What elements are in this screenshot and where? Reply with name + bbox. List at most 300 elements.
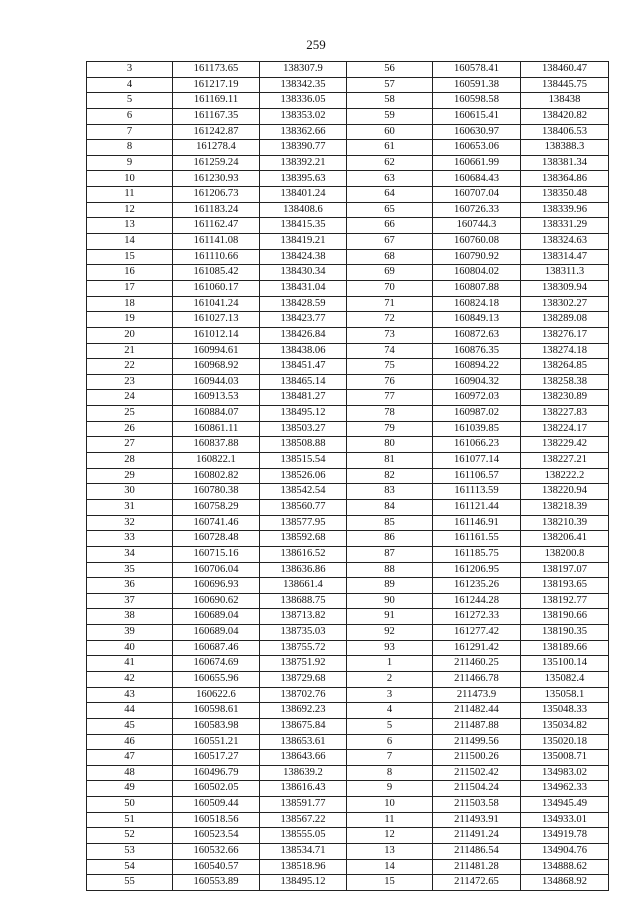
x-coordinate-cell: 161235.26: [433, 578, 521, 594]
table-row: [87, 77, 609, 93]
x-coordinate-cell: 161206.73: [173, 187, 260, 203]
x-coordinate-cell: 161121.44: [433, 499, 521, 515]
y-coordinate-cell: 138481.27: [260, 390, 347, 406]
point-number-cell: 6: [87, 108, 173, 124]
point-number-cell: 49: [87, 781, 173, 797]
point-number-cell: 10: [347, 797, 433, 813]
point-number-cell: 33: [87, 531, 173, 547]
point-number-cell: 17: [87, 280, 173, 296]
x-coordinate-cell: 160615.41: [433, 108, 521, 124]
point-number-cell: 54: [87, 859, 173, 875]
point-number-cell: 59: [347, 108, 433, 124]
point-number-cell: 23: [87, 374, 173, 390]
y-coordinate-cell: 138210.39: [521, 515, 609, 531]
point-number-cell: 87: [347, 546, 433, 562]
table-row: [87, 62, 609, 78]
point-number-cell: 52: [87, 828, 173, 844]
x-coordinate-cell: 160674.69: [173, 656, 260, 672]
x-coordinate-cell: 160583.98: [173, 718, 260, 734]
y-coordinate-cell: 134904.76: [521, 844, 609, 860]
point-number-cell: 14: [347, 859, 433, 875]
x-coordinate-cell: 160894.22: [433, 359, 521, 375]
table-row: [87, 656, 609, 672]
point-number-cell: 31: [87, 499, 173, 515]
y-coordinate-cell: 135020.18: [521, 734, 609, 750]
y-coordinate-cell: 138503.27: [260, 421, 347, 437]
table-row: [87, 296, 609, 312]
x-coordinate-cell: 160944.03: [173, 374, 260, 390]
x-coordinate-cell: 160630.97: [433, 124, 521, 140]
x-coordinate-cell: 160968.92: [173, 359, 260, 375]
y-coordinate-cell: 134933.01: [521, 812, 609, 828]
y-coordinate-cell: 138324.63: [521, 234, 609, 250]
y-coordinate-cell: 138311.3: [521, 265, 609, 281]
table-row: [87, 187, 609, 203]
x-coordinate-cell: 211500.26: [433, 750, 521, 766]
y-coordinate-cell: 138307.9: [260, 62, 347, 78]
table-row: [87, 108, 609, 124]
table-row: [87, 593, 609, 609]
y-coordinate-cell: 138276.17: [521, 327, 609, 343]
point-number-cell: 45: [87, 718, 173, 734]
table-row: [87, 359, 609, 375]
coordinates-table-body: [87, 62, 609, 891]
point-number-cell: 16: [87, 265, 173, 281]
x-coordinate-cell: 161167.35: [173, 108, 260, 124]
x-coordinate-cell: 160661.99: [433, 155, 521, 171]
x-coordinate-cell: 160598.58: [433, 93, 521, 109]
y-coordinate-cell: 138526.06: [260, 468, 347, 484]
y-coordinate-cell: 138339.96: [521, 202, 609, 218]
point-number-cell: 62: [347, 155, 433, 171]
y-coordinate-cell: 138702.76: [260, 687, 347, 703]
y-coordinate-cell: 138636.86: [260, 562, 347, 578]
point-number-cell: 24: [87, 390, 173, 406]
point-number-cell: 8: [347, 765, 433, 781]
y-coordinate-cell: 138192.77: [521, 593, 609, 609]
y-coordinate-cell: 138508.88: [260, 437, 347, 453]
y-coordinate-cell: 138692.23: [260, 703, 347, 719]
y-coordinate-cell: 138735.03: [260, 625, 347, 641]
point-number-cell: 70: [347, 280, 433, 296]
y-coordinate-cell: 138395.63: [260, 171, 347, 187]
x-coordinate-cell: 160689.04: [173, 609, 260, 625]
x-coordinate-cell: 160790.92: [433, 249, 521, 265]
x-coordinate-cell: 161217.19: [173, 77, 260, 93]
point-number-cell: 86: [347, 531, 433, 547]
table-row: [87, 844, 609, 860]
point-number-cell: 35: [87, 562, 173, 578]
x-coordinate-cell: 161161.55: [433, 531, 521, 547]
y-coordinate-cell: 138415.35: [260, 218, 347, 234]
y-coordinate-cell: 138577.95: [260, 515, 347, 531]
y-coordinate-cell: 138190.66: [521, 609, 609, 625]
x-coordinate-cell: 160904.32: [433, 374, 521, 390]
point-number-cell: 41: [87, 656, 173, 672]
y-coordinate-cell: 138388.3: [521, 140, 609, 156]
y-coordinate-cell: 138515.54: [260, 453, 347, 469]
point-number-cell: 83: [347, 484, 433, 500]
x-coordinate-cell: 211493.91: [433, 812, 521, 828]
table-row: [87, 703, 609, 719]
y-coordinate-cell: 138193.65: [521, 578, 609, 594]
point-number-cell: 50: [87, 797, 173, 813]
table-row: [87, 468, 609, 484]
x-coordinate-cell: 161106.57: [433, 468, 521, 484]
point-number-cell: 34: [87, 546, 173, 562]
x-coordinate-cell: 161242.87: [173, 124, 260, 140]
point-number-cell: 75: [347, 359, 433, 375]
y-coordinate-cell: 138342.35: [260, 77, 347, 93]
x-coordinate-cell: 160523.54: [173, 828, 260, 844]
point-number-cell: 3: [347, 687, 433, 703]
y-coordinate-cell: 134962.33: [521, 781, 609, 797]
point-number-cell: 46: [87, 734, 173, 750]
x-coordinate-cell: 160913.53: [173, 390, 260, 406]
y-coordinate-cell: 138220.94: [521, 484, 609, 500]
table-row: [87, 812, 609, 828]
x-coordinate-cell: 211486.54: [433, 844, 521, 860]
y-coordinate-cell: 138197.07: [521, 562, 609, 578]
table-row: [87, 718, 609, 734]
table-row: [87, 280, 609, 296]
point-number-cell: 72: [347, 312, 433, 328]
point-number-cell: 2: [347, 671, 433, 687]
x-coordinate-cell: 160517.27: [173, 750, 260, 766]
x-coordinate-cell: 161039.85: [433, 421, 521, 437]
y-coordinate-cell: 138390.77: [260, 140, 347, 156]
y-coordinate-cell: 138616.52: [260, 546, 347, 562]
y-coordinate-cell: 138227.83: [521, 406, 609, 422]
point-number-cell: 21: [87, 343, 173, 359]
point-number-cell: 12: [87, 202, 173, 218]
point-number-cell: 29: [87, 468, 173, 484]
point-number-cell: 84: [347, 499, 433, 515]
x-coordinate-cell: 160780.38: [173, 484, 260, 500]
point-number-cell: 30: [87, 484, 173, 500]
y-coordinate-cell: 138431.04: [260, 280, 347, 296]
point-number-cell: 66: [347, 218, 433, 234]
x-coordinate-cell: 160876.35: [433, 343, 521, 359]
point-number-cell: 28: [87, 453, 173, 469]
y-coordinate-cell: 138639.2: [260, 765, 347, 781]
x-coordinate-cell: 160518.56: [173, 812, 260, 828]
y-coordinate-cell: 135048.33: [521, 703, 609, 719]
point-number-cell: 4: [87, 77, 173, 93]
point-number-cell: 63: [347, 171, 433, 187]
y-coordinate-cell: 138190.35: [521, 625, 609, 641]
point-number-cell: 56: [347, 62, 433, 78]
y-coordinate-cell: 138567.22: [260, 812, 347, 828]
x-coordinate-cell: 161012.14: [173, 327, 260, 343]
point-number-cell: 67: [347, 234, 433, 250]
table-row: [87, 625, 609, 641]
y-coordinate-cell: 138289.08: [521, 312, 609, 328]
x-coordinate-cell: 160987.02: [433, 406, 521, 422]
x-coordinate-cell: 160804.02: [433, 265, 521, 281]
x-coordinate-cell: 160744.3: [433, 218, 521, 234]
x-coordinate-cell: 160578.41: [433, 62, 521, 78]
table-row: [87, 578, 609, 594]
x-coordinate-cell: 160849.13: [433, 312, 521, 328]
x-coordinate-cell: 211499.56: [433, 734, 521, 750]
table-row: [87, 202, 609, 218]
x-coordinate-cell: 160837.88: [173, 437, 260, 453]
y-coordinate-cell: 138653.61: [260, 734, 347, 750]
point-number-cell: 9: [347, 781, 433, 797]
y-coordinate-cell: 138424.38: [260, 249, 347, 265]
y-coordinate-cell: 138592.68: [260, 531, 347, 547]
x-coordinate-cell: 161169.11: [173, 93, 260, 109]
y-coordinate-cell: 138309.94: [521, 280, 609, 296]
x-coordinate-cell: 160824.18: [433, 296, 521, 312]
x-coordinate-cell: 211487.88: [433, 718, 521, 734]
point-number-cell: 60: [347, 124, 433, 140]
point-number-cell: 39: [87, 625, 173, 641]
x-coordinate-cell: 160726.33: [433, 202, 521, 218]
point-number-cell: 10: [87, 171, 173, 187]
point-number-cell: 57: [347, 77, 433, 93]
y-coordinate-cell: 134945.49: [521, 797, 609, 813]
x-coordinate-cell: 160696.93: [173, 578, 260, 594]
y-coordinate-cell: 138688.75: [260, 593, 347, 609]
point-number-cell: 88: [347, 562, 433, 578]
x-coordinate-cell: 160807.88: [433, 280, 521, 296]
table-row: [87, 859, 609, 875]
table-row: [87, 562, 609, 578]
y-coordinate-cell: 138560.77: [260, 499, 347, 515]
point-number-cell: 43: [87, 687, 173, 703]
y-coordinate-cell: 138302.27: [521, 296, 609, 312]
x-coordinate-cell: 161291.42: [433, 640, 521, 656]
x-coordinate-cell: 211466.78: [433, 671, 521, 687]
x-coordinate-cell: 161277.42: [433, 625, 521, 641]
y-coordinate-cell: 138438: [521, 93, 609, 109]
table-row: [87, 249, 609, 265]
x-coordinate-cell: 211502.42: [433, 765, 521, 781]
table-row: [87, 687, 609, 703]
x-coordinate-cell: 161230.93: [173, 171, 260, 187]
table-row: [87, 671, 609, 687]
y-coordinate-cell: 138206.41: [521, 531, 609, 547]
y-coordinate-cell: 138729.68: [260, 671, 347, 687]
y-coordinate-cell: 138419.21: [260, 234, 347, 250]
table-row: [87, 640, 609, 656]
y-coordinate-cell: 138460.47: [521, 62, 609, 78]
point-number-cell: 25: [87, 406, 173, 422]
x-coordinate-cell: 160972.03: [433, 390, 521, 406]
y-coordinate-cell: 138392.21: [260, 155, 347, 171]
y-coordinate-cell: 138336.05: [260, 93, 347, 109]
y-coordinate-cell: 138445.75: [521, 77, 609, 93]
y-coordinate-cell: 134983.02: [521, 765, 609, 781]
x-coordinate-cell: 160540.57: [173, 859, 260, 875]
table-row: [87, 406, 609, 422]
point-number-cell: 64: [347, 187, 433, 203]
y-coordinate-cell: 138420.82: [521, 108, 609, 124]
y-coordinate-cell: 138755.72: [260, 640, 347, 656]
y-coordinate-cell: 138591.77: [260, 797, 347, 813]
x-coordinate-cell: 160687.46: [173, 640, 260, 656]
table-row: [87, 515, 609, 531]
point-number-cell: 13: [347, 844, 433, 860]
table-row: [87, 171, 609, 187]
table-row: [87, 609, 609, 625]
x-coordinate-cell: 161085.42: [173, 265, 260, 281]
point-number-cell: 73: [347, 327, 433, 343]
point-number-cell: 91: [347, 609, 433, 625]
y-coordinate-cell: 134919.78: [521, 828, 609, 844]
point-number-cell: 7: [347, 750, 433, 766]
y-coordinate-cell: 138274.18: [521, 343, 609, 359]
point-number-cell: 61: [347, 140, 433, 156]
table-row: [87, 765, 609, 781]
x-coordinate-cell: 160802.82: [173, 468, 260, 484]
y-coordinate-cell: 138258.38: [521, 374, 609, 390]
x-coordinate-cell: 161278.4: [173, 140, 260, 156]
point-number-cell: 69: [347, 265, 433, 281]
y-coordinate-cell: 138495.12: [260, 875, 347, 891]
coordinates-table: [86, 61, 609, 891]
point-number-cell: 71: [347, 296, 433, 312]
x-coordinate-cell: 161146.91: [433, 515, 521, 531]
x-coordinate-cell: 211460.25: [433, 656, 521, 672]
x-coordinate-cell: 160760.08: [433, 234, 521, 250]
point-number-cell: 13: [87, 218, 173, 234]
point-number-cell: 36: [87, 578, 173, 594]
table-row: [87, 828, 609, 844]
y-coordinate-cell: 138189.66: [521, 640, 609, 656]
x-coordinate-cell: 160551.21: [173, 734, 260, 750]
x-coordinate-cell: 161162.47: [173, 218, 260, 234]
y-coordinate-cell: 138218.39: [521, 499, 609, 515]
table-row: [87, 312, 609, 328]
x-coordinate-cell: 160707.04: [433, 187, 521, 203]
point-number-cell: 79: [347, 421, 433, 437]
y-coordinate-cell: 138534.71: [260, 844, 347, 860]
table-row: [87, 797, 609, 813]
y-coordinate-cell: 138408.6: [260, 202, 347, 218]
x-coordinate-cell: 160706.04: [173, 562, 260, 578]
y-coordinate-cell: 138401.24: [260, 187, 347, 203]
x-coordinate-cell: 161027.13: [173, 312, 260, 328]
y-coordinate-cell: 138713.82: [260, 609, 347, 625]
y-coordinate-cell: 138381.34: [521, 155, 609, 171]
table-row: [87, 234, 609, 250]
table-row: [87, 750, 609, 766]
table-row: [87, 437, 609, 453]
table-row: [87, 265, 609, 281]
point-number-cell: 26: [87, 421, 173, 437]
x-coordinate-cell: 161185.75: [433, 546, 521, 562]
x-coordinate-cell: 160690.62: [173, 593, 260, 609]
y-coordinate-cell: 134888.62: [521, 859, 609, 875]
y-coordinate-cell: 138362.66: [260, 124, 347, 140]
y-coordinate-cell: 135008.71: [521, 750, 609, 766]
point-number-cell: 8: [87, 140, 173, 156]
point-number-cell: 47: [87, 750, 173, 766]
x-coordinate-cell: 211491.24: [433, 828, 521, 844]
y-coordinate-cell: 135058.1: [521, 687, 609, 703]
table-row: [87, 531, 609, 547]
y-coordinate-cell: 138423.77: [260, 312, 347, 328]
point-number-cell: 11: [347, 812, 433, 828]
point-number-cell: 65: [347, 202, 433, 218]
point-number-cell: 77: [347, 390, 433, 406]
point-number-cell: 32: [87, 515, 173, 531]
point-number-cell: 18: [87, 296, 173, 312]
table-row: [87, 218, 609, 234]
x-coordinate-cell: 211482.44: [433, 703, 521, 719]
table-row: [87, 124, 609, 140]
table-row: [87, 343, 609, 359]
point-number-cell: 15: [347, 875, 433, 891]
table-row: [87, 374, 609, 390]
point-number-cell: 55: [87, 875, 173, 891]
y-coordinate-cell: 138542.54: [260, 484, 347, 500]
y-coordinate-cell: 138430.34: [260, 265, 347, 281]
x-coordinate-cell: 160872.63: [433, 327, 521, 343]
x-coordinate-cell: 160622.6: [173, 687, 260, 703]
x-coordinate-cell: 161110.66: [173, 249, 260, 265]
x-coordinate-cell: 160994.61: [173, 343, 260, 359]
y-coordinate-cell: 138222.2: [521, 468, 609, 484]
y-coordinate-cell: 138451.47: [260, 359, 347, 375]
y-coordinate-cell: 138675.84: [260, 718, 347, 734]
x-coordinate-cell: 161113.59: [433, 484, 521, 500]
table-row: [87, 499, 609, 515]
y-coordinate-cell: 135034.82: [521, 718, 609, 734]
x-coordinate-cell: 161259.24: [173, 155, 260, 171]
y-coordinate-cell: 138331.29: [521, 218, 609, 234]
x-coordinate-cell: 161066.23: [433, 437, 521, 453]
y-coordinate-cell: 138229.42: [521, 437, 609, 453]
point-number-cell: 85: [347, 515, 433, 531]
y-coordinate-cell: 138350.48: [521, 187, 609, 203]
x-coordinate-cell: 160758.29: [173, 499, 260, 515]
x-coordinate-cell: 160715.16: [173, 546, 260, 562]
y-coordinate-cell: 138518.96: [260, 859, 347, 875]
point-number-cell: 20: [87, 327, 173, 343]
table-row: [87, 155, 609, 171]
table-row: [87, 93, 609, 109]
point-number-cell: 14: [87, 234, 173, 250]
y-coordinate-cell: 138661.4: [260, 578, 347, 594]
point-number-cell: 7: [87, 124, 173, 140]
x-coordinate-cell: 160502.05: [173, 781, 260, 797]
x-coordinate-cell: 160509.44: [173, 797, 260, 813]
point-number-cell: 40: [87, 640, 173, 656]
x-coordinate-cell: 160532.66: [173, 844, 260, 860]
point-number-cell: 68: [347, 249, 433, 265]
point-number-cell: 82: [347, 468, 433, 484]
x-coordinate-cell: 160884.07: [173, 406, 260, 422]
x-coordinate-cell: 161077.14: [433, 453, 521, 469]
y-coordinate-cell: 138643.66: [260, 750, 347, 766]
point-number-cell: 3: [87, 62, 173, 78]
table-row: [87, 781, 609, 797]
y-coordinate-cell: 138314.47: [521, 249, 609, 265]
point-number-cell: 9: [87, 155, 173, 171]
x-coordinate-cell: 161060.17: [173, 280, 260, 296]
point-number-cell: 48: [87, 765, 173, 781]
x-coordinate-cell: 161206.95: [433, 562, 521, 578]
x-coordinate-cell: 160822.1: [173, 453, 260, 469]
table-row: [87, 421, 609, 437]
x-coordinate-cell: 160741.46: [173, 515, 260, 531]
point-number-cell: 74: [347, 343, 433, 359]
point-number-cell: 78: [347, 406, 433, 422]
